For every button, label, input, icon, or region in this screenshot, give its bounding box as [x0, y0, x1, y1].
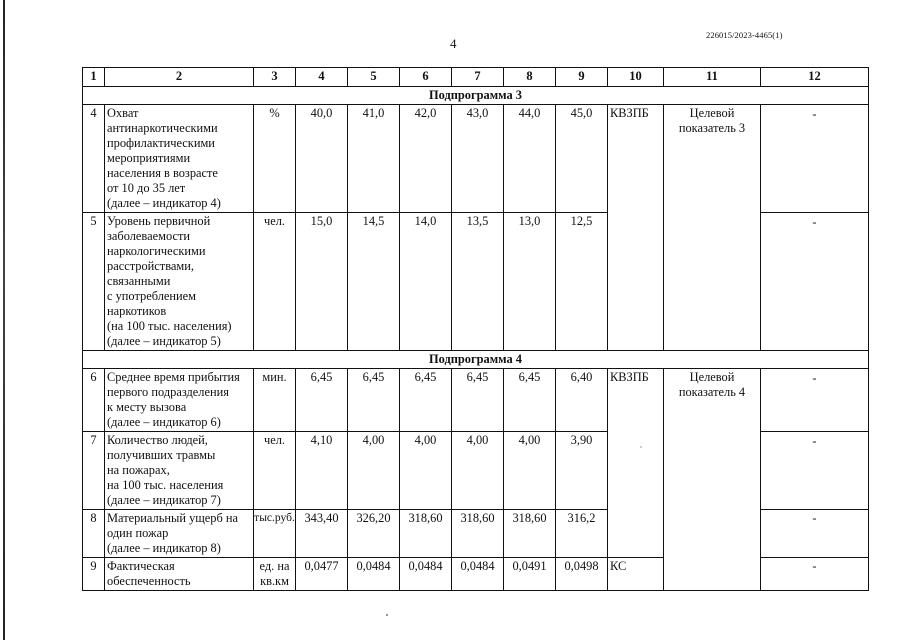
note-cell: -: [761, 369, 869, 432]
column-header: 11: [664, 68, 761, 87]
column-header: 8: [504, 68, 556, 87]
column-header: 6: [400, 68, 452, 87]
section-row: [83, 351, 869, 369]
value-cell: 40,0: [296, 105, 348, 213]
column-header: 12: [761, 68, 869, 87]
value-cell: 4,10: [296, 432, 348, 510]
indicator-name: Количество людей, получивших травмы на пожарах, на 100 тыс. населения (далее – индикатор 7): [105, 432, 254, 510]
column-header: 10: [608, 68, 664, 87]
section-title: Подпрограмма 4: [83, 351, 869, 369]
indicator-table: [82, 67, 869, 591]
unit-cell: мин.: [254, 369, 296, 432]
row-number: 9: [83, 558, 105, 591]
scan-speck: [640, 446, 642, 448]
value-cell: 6,45: [452, 369, 504, 432]
column-header: 2: [105, 68, 254, 87]
page-number: 4: [450, 36, 457, 51]
value-cell: 45,0: [556, 105, 608, 213]
row-number: 6: [83, 369, 105, 432]
indicator-name: Среднее время прибытия первого подразделения к месту вызова (далее – индикатор 6): [105, 369, 254, 432]
column-header: 5: [348, 68, 400, 87]
target-indicator-cell: Целевой показатель 3: [664, 105, 761, 351]
table-row: [83, 369, 869, 432]
unit-cell: ед. на кв.км: [254, 558, 296, 591]
executor-cell: КВЗПБ: [608, 369, 664, 558]
unit-cell: %: [254, 105, 296, 213]
value-cell: 3,90: [556, 432, 608, 510]
value-cell: 316,2: [556, 510, 608, 558]
value-cell: 15,0: [296, 213, 348, 351]
executor-cell: КС: [608, 558, 664, 591]
value-cell: 0,0477: [296, 558, 348, 591]
indicator-name: Фактическая обеспеченность: [105, 558, 254, 591]
value-cell: 6,45: [504, 369, 556, 432]
scan-edge-line: [3, 0, 5, 640]
value-cell: 14,5: [348, 213, 400, 351]
value-cell: 318,60: [504, 510, 556, 558]
value-cell: 44,0: [504, 105, 556, 213]
value-cell: 13,0: [504, 213, 556, 351]
value-cell: 0,0484: [452, 558, 504, 591]
row-number: 5: [83, 213, 105, 351]
value-cell: 42,0: [400, 105, 452, 213]
section-title: Подпрограмма 3: [83, 87, 869, 105]
value-cell: 318,60: [452, 510, 504, 558]
section-row: [83, 87, 869, 105]
note-cell: -: [761, 432, 869, 510]
value-cell: 0,0484: [400, 558, 452, 591]
unit-cell: чел.: [254, 213, 296, 351]
value-cell: 0,0484: [348, 558, 400, 591]
value-cell: 12,5: [556, 213, 608, 351]
note-cell: -: [761, 510, 869, 558]
document-code: 226015/2023-4465(1): [706, 30, 783, 40]
value-cell: 318,60: [400, 510, 452, 558]
value-cell: 0,0491: [504, 558, 556, 591]
value-cell: 41,0: [348, 105, 400, 213]
value-cell: 4,00: [504, 432, 556, 510]
column-header: 1: [83, 68, 105, 87]
value-cell: 4,00: [348, 432, 400, 510]
indicator-name: Охват антинаркотическими профилактическими мероприятиями населения в возрасте от 10 до 35 лет (далее – индикатор 4): [105, 105, 254, 213]
note-cell: -: [761, 558, 869, 591]
value-cell: 343,40: [296, 510, 348, 558]
indicator-name: Материальный ущерб на один пожар (далее – индикатор 8): [105, 510, 254, 558]
column-header: 7: [452, 68, 504, 87]
row-number: 7: [83, 432, 105, 510]
value-cell: 6,40: [556, 369, 608, 432]
scan-speck: [386, 614, 388, 616]
note-cell: -: [761, 105, 869, 213]
table-body: [83, 68, 869, 591]
value-cell: 4,00: [452, 432, 504, 510]
value-cell: 6,45: [296, 369, 348, 432]
table-row: [83, 105, 869, 213]
note-cell: -: [761, 213, 869, 351]
value-cell: 326,20: [348, 510, 400, 558]
column-header: 9: [556, 68, 608, 87]
value-cell: 14,0: [400, 213, 452, 351]
value-cell: 43,0: [452, 105, 504, 213]
value-cell: 13,5: [452, 213, 504, 351]
value-cell: 0,0498: [556, 558, 608, 591]
column-header: 4: [296, 68, 348, 87]
value-cell: 4,00: [400, 432, 452, 510]
row-number: 8: [83, 510, 105, 558]
column-header: 3: [254, 68, 296, 87]
unit-cell: тыс.руб.: [254, 510, 296, 558]
executor-cell: КВЗПБ: [608, 105, 664, 351]
header-row: [83, 68, 869, 87]
row-number: 4: [83, 105, 105, 213]
value-cell: 6,45: [348, 369, 400, 432]
unit-cell: чел.: [254, 432, 296, 510]
indicator-name: Уровень первичной заболеваемости наркологическими расстройствами, связанными с употреблением наркотиков (на 100 тыс. населения) (далее – индикатор 5): [105, 213, 254, 351]
value-cell: 6,45: [400, 369, 452, 432]
target-indicator-cell: Целевой показатель 4: [664, 369, 761, 591]
